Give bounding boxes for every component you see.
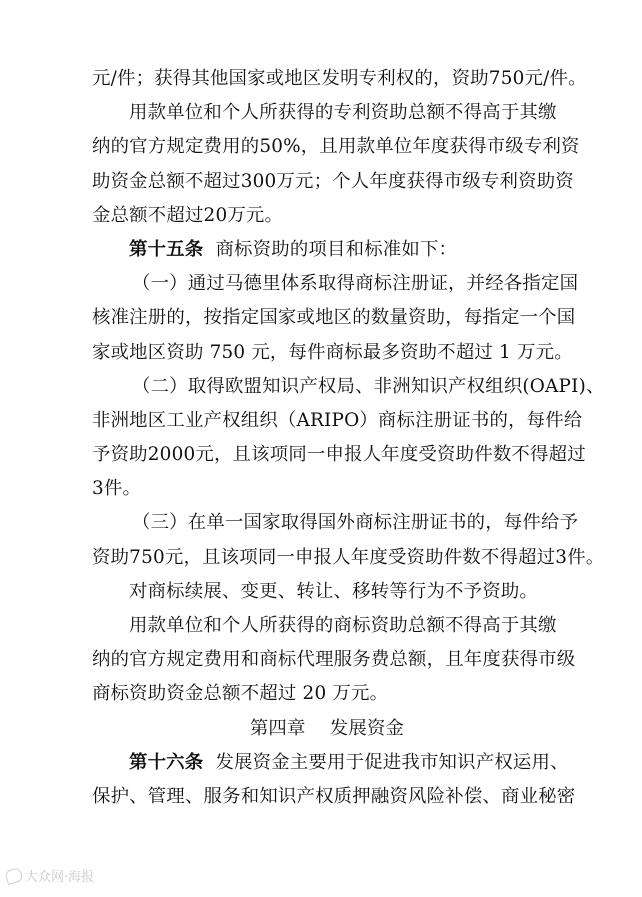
article-label: 第十五条 bbox=[129, 238, 204, 260]
text-line: （二）取得欧盟知识产权局、非洲知识产权组织(OAPI)、 bbox=[132, 375, 605, 397]
text-line bbox=[92, 746, 569, 780]
text-line: 对商标续展、变更、转让、移转等行为不予资助。 bbox=[129, 580, 538, 602]
text-line: 予资助2000元，且该项同一申报人年度受资助件数不得超过 bbox=[92, 444, 586, 466]
watermark-text: 大众网·海报 bbox=[25, 870, 95, 885]
text-line: 用款单位和个人所获得的专利资助总额不得高于其缴 bbox=[129, 102, 557, 124]
quote-bubble-icon bbox=[4, 867, 23, 885]
text-line: 纳的官方规定费用的50%，且用款单位年度获得市级专利资 bbox=[92, 136, 580, 158]
text-line: 用款单位和个人所获得的商标资助总额不得高于其缴 bbox=[129, 615, 557, 636]
text-line bbox=[92, 233, 562, 267]
text-line: 纳的官方规定费用和商标代理服务费总额，且年度获得市级 bbox=[92, 649, 576, 671]
article-text: 发展资金主要用于促进我市知识产权运用、 bbox=[203, 751, 569, 773]
watermark bbox=[6, 866, 94, 885]
chapter-heading: 第四章 发展资金 bbox=[249, 717, 405, 739]
text-line: 3件。 bbox=[92, 478, 142, 500]
text-line: 金总额不超过20万元。 bbox=[92, 204, 284, 226]
text-line: 商标资助资金总额不超过 20 万元。 bbox=[92, 683, 389, 705]
text-line: 非洲地区工业产权组织（ARIPO）商标注册证书的，每件给 bbox=[92, 409, 583, 431]
text-line: 家或地区资助 750 元，每件商标最多资助不超过 1 万元。 bbox=[92, 341, 573, 363]
article-text: 商标资助的项目和标准如下： bbox=[203, 238, 458, 260]
article-label: 第十六条 bbox=[129, 751, 204, 773]
text-line: 资助750元，且该项同一申报人年度受资助件数不得超过3件。 bbox=[92, 546, 605, 568]
text-line: 元/件；获得其他国家或地区发明专利权的，资助750元/件。 bbox=[92, 68, 587, 89]
text-line: 助资金总额不超过300万元；个人年度获得市级专利资助资 bbox=[92, 170, 574, 192]
text-line: 核准注册的，按指定国家或地区的数量资助，每指定一个国 bbox=[92, 307, 576, 329]
document-page bbox=[92, 62, 605, 814]
text-line: （三）在单一国家取得国外商标注册证书的，每件给予 bbox=[132, 512, 579, 534]
text-line: 保护、管理、服务和知识产权质押融资风险补偿、商业秘密 bbox=[92, 785, 576, 807]
text-line: （一）通过马德里体系取得商标注册证，并经各指定国 bbox=[132, 273, 579, 295]
